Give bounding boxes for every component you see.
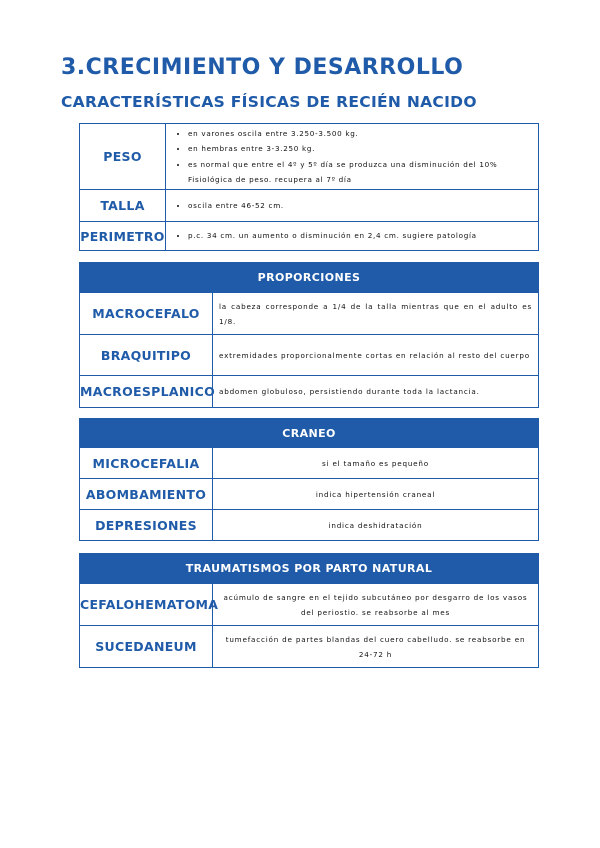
bullet-list	[166, 198, 538, 214]
table-header-row	[80, 419, 539, 448]
traumatismos-table	[79, 553, 539, 668]
row-desc-abombamiento: indica hipertensión craneal	[213, 479, 539, 510]
row-label-depresiones: DEPRESIONES	[80, 510, 213, 541]
caracteristicas-table	[79, 123, 539, 251]
row-label-talla: TALLA	[80, 190, 166, 222]
list-item: • en hembras entre 3-3.250 kg.	[188, 141, 534, 157]
table-header-row	[80, 554, 539, 584]
page-title: 3.CRECIMIENTO Y DESARROLLO	[61, 55, 464, 80]
list-item: • es normal que entre el 4º y 5º día se produzca una disminución del 10% Fisiológica de peso. recupera al 7º día	[188, 157, 534, 188]
craneo-table	[79, 418, 539, 541]
row-label-macrocefalo: MACROCEFALO	[80, 293, 213, 335]
row-label-cefalohematoma: CEFALOHEMATOMA	[80, 584, 213, 626]
proporciones-table	[79, 262, 539, 408]
row-desc-microcefalia: si el tamaño es pequeño	[213, 448, 539, 479]
row-desc-cefalohematoma: acúmulo de sangre en el tejido subcutáneo por desgarro de los vasos del periostio. se reabsorbe al mes	[213, 584, 539, 626]
row-label-peso: PESO	[80, 124, 166, 190]
row-label-perimetro: PERIMETRO	[80, 222, 166, 251]
table-row	[80, 293, 539, 335]
row-desc-depresiones: indica deshidratación	[213, 510, 539, 541]
table-row	[80, 448, 539, 479]
table-row	[80, 335, 539, 376]
table-row	[80, 124, 539, 190]
craneo-header: CRANEO	[80, 419, 539, 448]
row-desc-sucedaneum: tumefacción de partes blandas del cuero cabelludo. se reabsorbe en 24-72 h	[213, 626, 539, 668]
row-label-microcefalia: MICROCEFALIA	[80, 448, 213, 479]
traumatismos-header: TRAUMATISMOS POR PARTO NATURAL	[80, 554, 539, 584]
list-item: • p.c. 34 cm. un aumento o disminución en 2,4 cm. sugiere patología	[188, 228, 534, 244]
row-label-sucedaneum: SUCEDANEUM	[80, 626, 213, 668]
bullet-list	[166, 228, 538, 244]
row-label-abombamiento: ABOMBAMIENTO	[80, 479, 213, 510]
list-item: • en varones oscila entre 3.250-3.500 kg.	[188, 126, 534, 142]
table-row	[80, 190, 539, 222]
table-row	[80, 222, 539, 251]
row-desc-perimetro	[166, 222, 539, 251]
table-row	[80, 376, 539, 408]
row-label-braquitipo: BRAQUITIPO	[80, 335, 213, 376]
table-row	[80, 626, 539, 668]
table-row	[80, 510, 539, 541]
row-desc-peso	[166, 124, 539, 190]
bullet-list	[166, 126, 538, 188]
table-row	[80, 479, 539, 510]
page-subtitle: CARACTERÍSTICAS FÍSICAS DE RECIÉN NACIDO	[61, 93, 477, 111]
row-desc-macrocefalo: la cabeza corresponde a 1/4 de la talla mientras que en el adulto es 1/8.	[213, 293, 539, 335]
row-desc-talla	[166, 190, 539, 222]
list-item: • oscila entre 46-52 cm.	[188, 198, 534, 214]
proporciones-header: PROPORCIONES	[80, 263, 539, 293]
row-label-macroesplanico: MACROESPLANICO	[80, 376, 213, 408]
row-desc-braquitipo: extremidades proporcionalmente cortas en relación al resto del cuerpo	[213, 335, 539, 376]
table-row	[80, 584, 539, 626]
row-desc-macroesplanico: abdomen globuloso, persistiendo durante toda la lactancia.	[213, 376, 539, 408]
table-header-row	[80, 263, 539, 293]
